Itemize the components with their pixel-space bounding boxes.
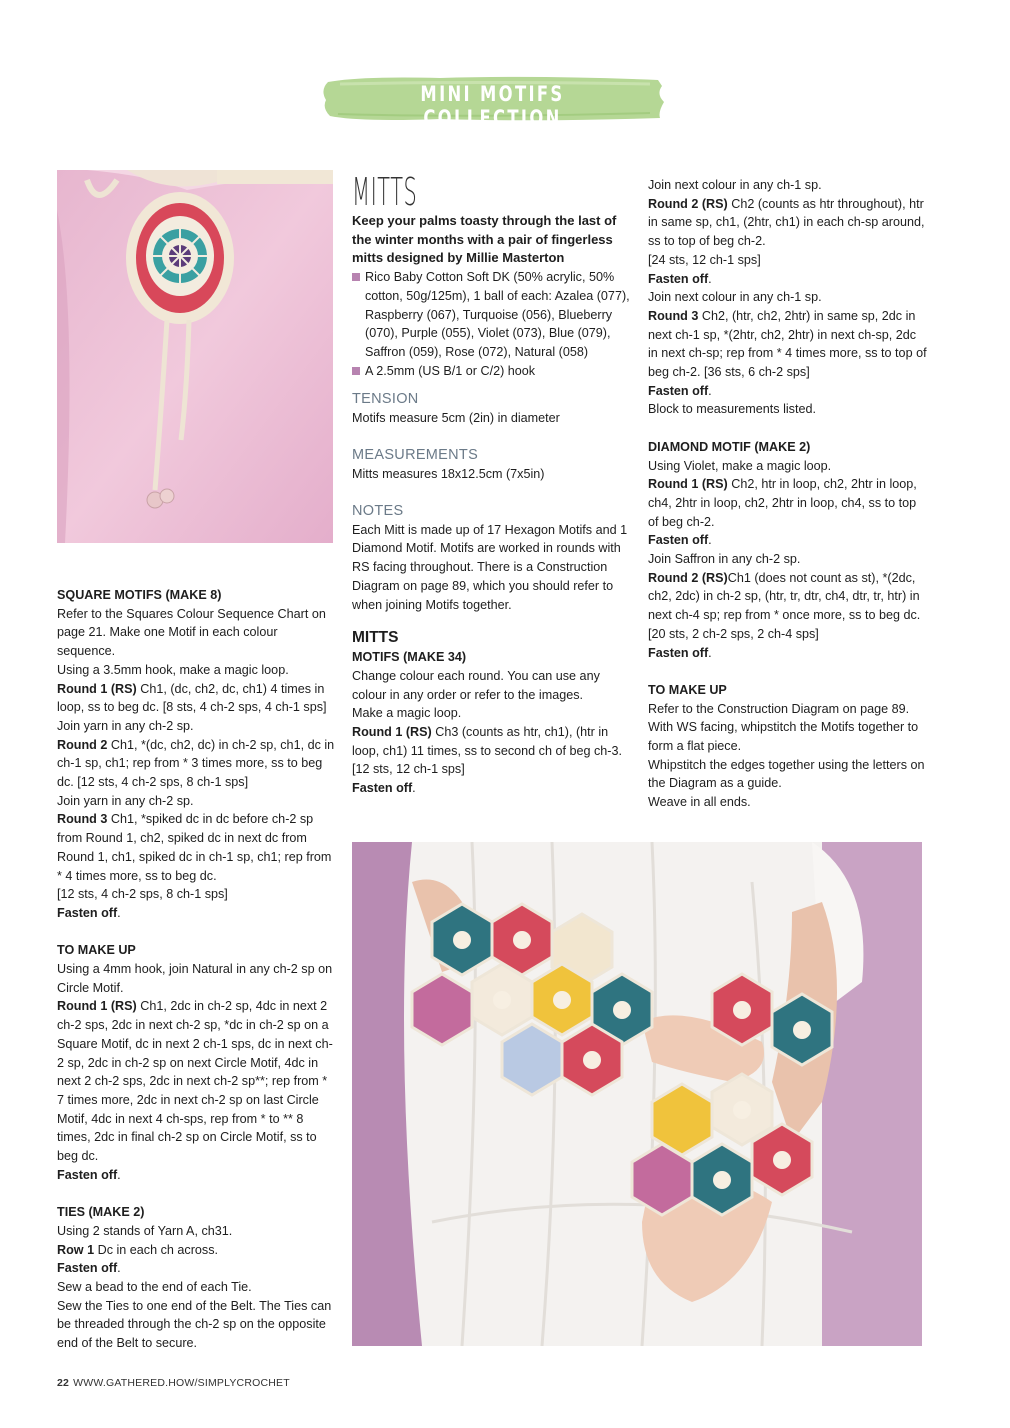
tension-heading: TENSION [352, 391, 419, 408]
join-instruction: Join next colour in any ch-1 sp. [648, 290, 822, 305]
round-2-instruction: Round 2 Ch1, *(dc, ch2, dc) in ch-2 sp, ch1, dc in ch-1 sp, ch1; rep from * 3 times more, ss to beg dc. [12 sts, 4 ch-2 sps, 8 ch-1 sps] [57, 737, 335, 790]
yarn-list-item: Rico Baby Cotton Soft DK (50% acrylic, 50% cotton, 50g/125m), 1 ball of each: Azalea (077), Raspberry (067), Turquoise (056), Blueberry (070), Purple (055), Violet (073), Blue (079), Saffron (059), Rose (072), Natural (058) [352, 268, 630, 362]
magic-loop-instruction: Make a magic loop. [352, 706, 462, 721]
block-instruction: Block to measurements listed. [648, 402, 816, 417]
belt-photo [57, 170, 333, 543]
bead-instruction: Sew a bead to the end of each Tie. [57, 1279, 252, 1294]
row-1-instruction: Row 1 Dc in each ch across. [57, 1242, 218, 1257]
make-up-step: Whipstitch the edges together using the letters on the Diagram as a guide. [648, 757, 925, 791]
page-footer [57, 1377, 290, 1389]
make-up-step: With WS facing, whipstitch the Motifs together to form a flat piece. [648, 720, 919, 754]
make-up-step: Weave in all ends. [648, 795, 751, 810]
section-banner [320, 72, 665, 130]
round-1-instruction: Round 1 (RS) Ch3 (counts as htr, ch1), (htr in loop, ch1) 11 times, ss to second ch of beg ch-3. [352, 725, 622, 758]
magic-loop-instruction: Using a 3.5mm hook, make a magic loop. [57, 662, 289, 677]
square-motifs-heading: SQUARE MOTIFS (MAKE 8) [57, 588, 222, 602]
column-middle [352, 172, 630, 798]
stitch-count: [12 sts, 12 ch-1 sps] [352, 762, 465, 777]
ties-heading: TIES (MAKE 2) [57, 1205, 145, 1220]
fasten-off: Fasten off. [648, 383, 712, 398]
fasten-off: Fasten off. [648, 645, 712, 660]
ties-intro: Using 2 stands of Yarn A, ch31. [57, 1223, 233, 1238]
footer-url[interactable]: WWW.GATHERED.HOW/SIMPLYCROCHET [73, 1377, 290, 1389]
fasten-off: Fasten off. [57, 905, 121, 920]
stitch-count: [24 sts, 12 ch-1 sps] [648, 252, 761, 267]
join-instruction: Join yarn in any ch-2 sp. [57, 718, 194, 733]
fasten-off: Fasten off. [57, 1261, 121, 1276]
round-3-instruction: Round 3 Ch2, (htr, ch2, 2htr) in same sp, 2dc in next ch-1 sp, *(2htr, ch2, 2htr) in next ch-sp, 2dc in next ch-sp; rep from * 4 times more, ss to top of beg ch-2. [36 sts, 6 ch-2 sps] [648, 308, 927, 380]
notes-text: Each Mitt is made up of 17 Hexagon Motifs and 1 Diamond Motif. Motifs are worked in rounds with RS facing throughout. There is a Construction Diagram on page 89, which you should refer to when joining Motifs together. [352, 522, 628, 612]
measurements-text: Mitts measures 18x12.5cm (7x5in) [352, 467, 545, 482]
page-number: 22 [57, 1377, 70, 1389]
banner-title: MINI MOTIFS COLLECTION [420, 82, 565, 130]
round-3-instruction: Round 3 Ch1, *spiked dc in dc before ch-2 sp from Round 1, ch2, spiked dc in next dc from Round 1, ch1, spiked dc in ch-1 sp, ch1; rep from * 4 times more, ss to beg dc. [57, 812, 332, 883]
join-saffron: Join Saffron in any ch-2 sp. [648, 552, 801, 567]
diamond-round-2: Round 2 (RS)Ch1 (does not count as st), *(2dc, ch2, 2dc) in ch-2 sp, (htr, tr, dtr, ch4, dtr, tr, htr) in next ch-4 sp; rep from * once more, ss to beg dc. [20 sts, 2 ch-2 sps, 2 ch-4 sps] [648, 570, 921, 641]
square-intro: Refer to the Squares Colour Sequence Chart on page 21. Make one Motif in each colour sequence. [57, 606, 326, 659]
motifs-text: Change colour each round. You can use any colour in any order or refer to the images. [352, 668, 600, 702]
diamond-intro: Using Violet, make a magic loop. [648, 458, 832, 473]
fasten-off: Fasten off. [648, 271, 712, 286]
pattern-title: MITTS [352, 170, 418, 214]
pattern-intro: Keep your palms toasty through the last of the winter months with a pair of fingerless mitts designed by Millie Masterton [352, 213, 617, 266]
bullet-square-icon [352, 367, 360, 375]
column-right [648, 176, 928, 812]
diamond-round-1: Round 1 (RS) Ch2, htr in loop, ch2, 2htr in loop, ch4, 2htr in loop, ch2, 2htr in loop, ch4, ss to top of beg ch-2. [648, 477, 917, 529]
make-up-heading: TO MAKE UP [57, 943, 136, 958]
make-up-round-1: Round 1 (RS) Ch1, 2dc in ch-2 sp, 4dc in next 2 ch-2 sps, 2dc in next ch-2 sp, *dc in ch-2 sp on a Square Motif, dc in next 2 ch-1 sps, dc in next ch-2 sp, 2dc in ch-2 sp on next Circle Motif, 4dc in next 2 ch-2 sps, 2dc in next ch-2 sp**; rep from * 7 times more, 2dc in next ch-2 sp on last Circle Motif, 4dc in next 4 ch-sps, rep from * to ** 8 times, 2dc in final ch-2 sp on Circle Motif, ss to beg dc. [57, 999, 333, 1164]
make-up-step: Refer to the Construction Diagram on page 89. [648, 701, 910, 716]
make-up-intro: Using a 4mm hook, join Natural in any ch-2 sp on Circle Motif. [57, 962, 333, 995]
motifs-heading: MOTIFS (MAKE 34) [352, 650, 467, 665]
join-instruction: Join next colour in any ch-1 sp. [648, 178, 822, 192]
make-up-heading: TO MAKE UP [648, 682, 727, 697]
mitts-photo [352, 842, 922, 1346]
measurements-heading: MEASUREMENTS [352, 447, 479, 464]
column-left [57, 586, 335, 1353]
notes-heading: NOTES [352, 502, 404, 519]
fasten-off: Fasten off. [57, 1167, 121, 1182]
hook-list-item: A 2.5mm (US B/1 or C/2) hook [352, 362, 630, 381]
diamond-motif-heading: DIAMOND MOTIF (MAKE 2) [648, 439, 811, 454]
mitts-heading: MITTS [352, 629, 399, 647]
round-2-instruction: Round 2 (RS) Ch2 (counts as htr throughout), htr in same sp, ch1, (2htr, ch1) in each ch-sp around, ss to top of beg ch-2. [648, 196, 925, 249]
round-1-instruction: Round 1 (RS) Ch1, (dc, ch2, dc, ch1) 4 times in loop, ss to beg dc. [8 sts, 4 ch-2 sps, 4 ch-1 sps] [57, 681, 327, 715]
bullet-square-icon [352, 273, 360, 281]
stitch-count: [12 sts, 4 ch-2 sps, 8 ch-1 sps] [57, 887, 228, 902]
fasten-off: Fasten off. [648, 533, 712, 548]
join-instruction: Join yarn in any ch-2 sp. [57, 793, 194, 808]
sew-ties-instruction: Sew the Ties to one end of the Belt. The Ties can be threaded through the ch-2 sp on the opposite end of the Belt to secure. [57, 1298, 332, 1351]
tension-text: Motifs measure 5cm (2in) in diameter [352, 411, 560, 426]
fasten-off: Fasten off. [352, 781, 416, 796]
